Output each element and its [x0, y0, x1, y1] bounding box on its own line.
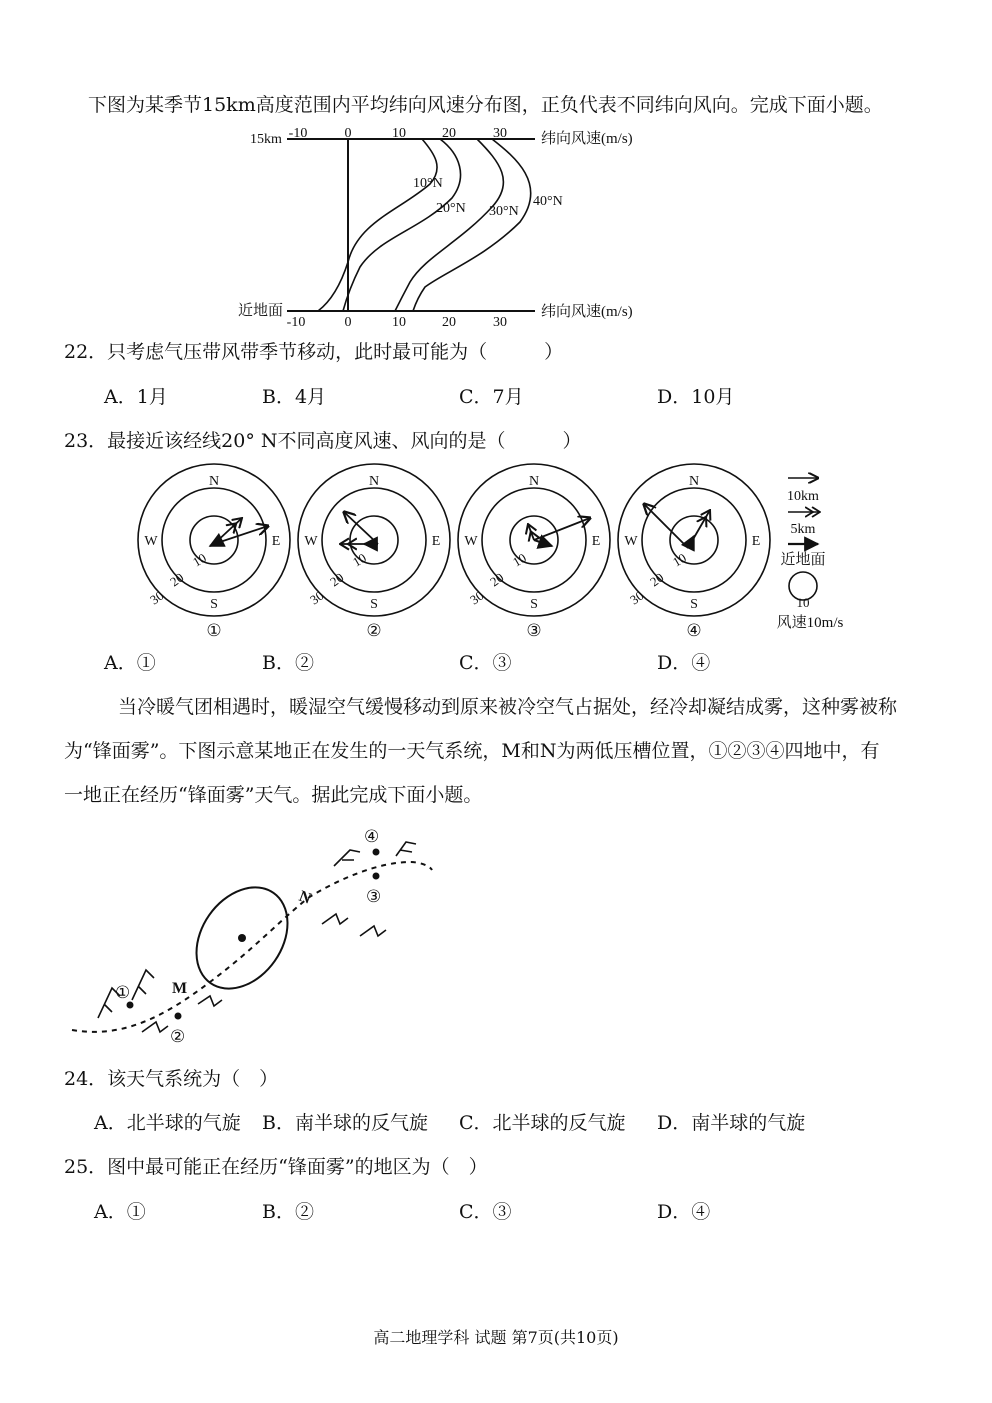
compass-s: S [210, 597, 218, 612]
ring-label-30: 30 [307, 587, 327, 608]
point-1: ① [115, 983, 131, 1002]
q25-option-a[interactable]: A．① [94, 1201, 146, 1223]
q22-option-d[interactable]: D．10月 [657, 386, 735, 408]
point-2: ② [170, 1027, 186, 1046]
q24-option-c[interactable]: C．北半球的反气旋 [459, 1112, 626, 1134]
ring-label-30: 30 [467, 587, 487, 608]
curve-label-30n: 30°N [489, 204, 519, 219]
trough-m: M [172, 980, 188, 997]
compass-s: S [690, 597, 698, 612]
panel-label-2: ② [366, 621, 382, 640]
q24-stem: 24．该天气系统为（ ） [64, 1068, 279, 1090]
curve-label-10n: 10°N [413, 176, 443, 191]
intro-text: 下图为某季节15km高度范围内平均纬向风速分布图，正负代表不同纬向风向。完成下面小题。 [88, 94, 883, 116]
compass-w: W [624, 534, 638, 549]
panel-label-3: ③ [526, 621, 542, 640]
tick-top: -10 [288, 126, 308, 141]
q25-option-b[interactable]: B．② [262, 1201, 314, 1223]
compass-e: E [591, 534, 601, 549]
top-axis-label: 纬向风速(m/s) [541, 131, 633, 147]
tick-top: 30 [493, 126, 507, 141]
zonal-wind-figure [230, 122, 650, 332]
weather-system-figure [60, 820, 460, 1050]
wind-rose-figure [130, 462, 870, 642]
compass-w: W [304, 534, 318, 549]
compass-s: S [370, 597, 378, 612]
point-3: ③ [366, 887, 382, 906]
wind-rose-1 [138, 464, 290, 616]
legend-ground: 近地面 [780, 552, 826, 568]
tick-bottom: 10 [392, 315, 406, 330]
tick-bottom: 0 [344, 315, 352, 330]
intro2-line2: 为“锋面雾”。下图示意某地正在发生的一天气系统，M和N为两低压槽位置，①②③④四地中，有 [64, 740, 880, 762]
curve-label-20n: 20°N [436, 201, 466, 216]
compass-n: N [208, 474, 220, 489]
compass-n: N [528, 474, 540, 489]
ring-label-10: 10 [670, 550, 689, 570]
q24-option-a[interactable]: A．北半球的气旋 [94, 1112, 241, 1134]
legend-ring-10: 10 [796, 595, 810, 610]
ring-label-10: 10 [350, 550, 369, 570]
tick-top: 20 [442, 126, 456, 141]
curve-20n [343, 139, 461, 311]
curve-30n [395, 139, 503, 311]
q23-option-a[interactable]: A．① [104, 652, 156, 674]
compass-w: W [144, 534, 158, 549]
compass-n: N [688, 474, 700, 489]
compass-w: W [464, 534, 478, 549]
compass-e: E [751, 534, 761, 549]
q25-option-c[interactable]: C．③ [459, 1201, 512, 1223]
curve-label-40n: 40°N [533, 194, 563, 209]
ring-label-20: 20 [647, 569, 667, 590]
q25-option-d[interactable]: D．④ [657, 1201, 711, 1223]
panel-label-1: ① [206, 621, 222, 640]
q24-option-d[interactable]: D．南半球的气旋 [657, 1112, 806, 1134]
wind-rose-4 [618, 464, 770, 616]
page-footer: 高二地理学科 试题 第7页(共10页) [373, 1328, 619, 1347]
ring-label-30: 30 [627, 587, 647, 608]
q23-option-d[interactable]: D．④ [657, 652, 711, 674]
legend-speed: 风速10m/s [776, 615, 844, 631]
ring-label-20: 20 [167, 569, 187, 590]
tick-top: 0 [344, 126, 352, 141]
ground-label: 近地面 [238, 303, 284, 319]
trough-n: N [296, 887, 314, 908]
ring-label-20: 20 [487, 569, 507, 590]
legend-10km: 10km [787, 489, 819, 504]
ring-label-20: 20 [327, 569, 347, 590]
wind-rose-2 [298, 464, 450, 616]
compass-s: S [530, 597, 538, 612]
tick-bottom: -10 [286, 315, 306, 330]
wind-rose-3 [458, 464, 610, 616]
tick-bottom: 30 [493, 315, 507, 330]
point-4: ④ [364, 827, 380, 846]
intro2-line1: 当冷暖气团相遇时，暖湿空气缓慢移动到原来被冷空气占据处，经冷却凝结成雾，这种雾被称 [118, 696, 898, 718]
ring-label-10: 10 [510, 550, 529, 570]
curve-40n [413, 139, 531, 311]
q23-option-b[interactable]: B．② [262, 652, 314, 674]
tick-bottom: 20 [442, 315, 456, 330]
compass-e: E [431, 534, 441, 549]
ring-label-30: 30 [147, 587, 167, 608]
curve-10n [318, 139, 437, 311]
bottom-axis-label: 纬向风速(m/s) [541, 304, 633, 320]
compass-n: N [368, 474, 380, 489]
q22-option-b[interactable]: B．4月 [262, 386, 327, 408]
wind-legend [777, 478, 844, 631]
ring-label-10: 10 [190, 550, 209, 570]
q23-option-c[interactable]: C．③ [459, 652, 512, 674]
q24-option-b[interactable]: B．南半球的反气旋 [262, 1112, 428, 1134]
q25-stem: 25．图中最可能正在经历“锋面雾”的地区为（ ） [64, 1156, 488, 1178]
q22-stem: 22．只考虑气压带风带季节移动，此时最可能为（ ） [64, 341, 564, 363]
q23-stem: 23．最接近该经线20° N不同高度风速、风向的是（ ） [64, 430, 582, 452]
panel-label-4: ④ [686, 621, 702, 640]
legend-5km: 5km [790, 522, 816, 537]
compass-e: E [271, 534, 281, 549]
q22-option-c[interactable]: C．7月 [459, 386, 524, 408]
top-height-label: 15km [250, 132, 282, 147]
q22-option-a[interactable]: A．1月 [104, 386, 168, 408]
tick-top: 10 [392, 126, 406, 141]
intro2-line3: 一地正在经历“锋面雾”天气。据此完成下面小题。 [64, 784, 483, 806]
